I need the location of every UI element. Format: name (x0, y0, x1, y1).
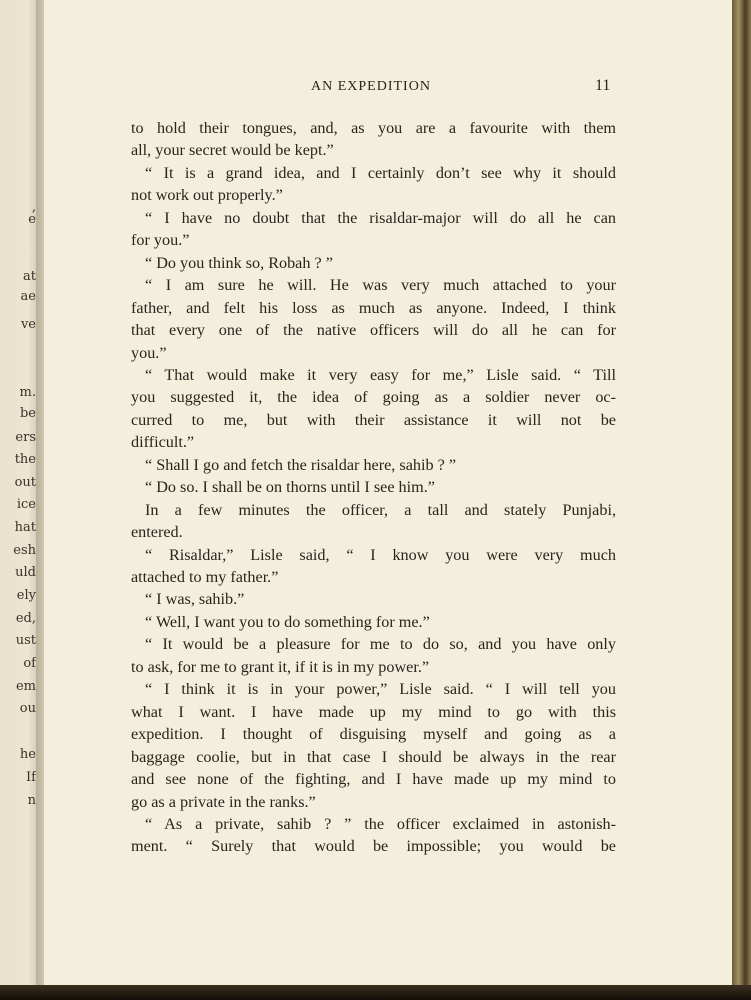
text-line: “ It would be a pleasure for me to do so, and you have only (145, 635, 616, 654)
text-line: “ As a private, sahib ? ” the officer exclaimed in astonish- (145, 814, 616, 833)
left-page-fragment: at (23, 269, 36, 284)
text-line: ment. “ Surely that would be impossible; you would be (131, 837, 616, 856)
text-line: not work out properly.” (131, 186, 283, 205)
page-edge-right (732, 0, 751, 1000)
left-page-fragment: hat (14, 520, 36, 535)
page-edge-bottom (0, 985, 751, 1000)
text-line: difficult.” (131, 433, 195, 452)
text-line: “ Do you think so, Robah ? ” (145, 253, 333, 272)
left-page-fragment: esh (13, 543, 36, 558)
left-page-fragment: out (14, 475, 36, 490)
left-page-fragment: , (31, 200, 36, 215)
text-line: In a few minutes the officer, a tall and stately Punjabi, (145, 500, 616, 519)
left-page-fragment: ely (16, 588, 36, 603)
left-page-fragment: he (19, 747, 36, 762)
text-line: all, your secret would be kept.” (131, 141, 334, 160)
left-page-fragment: ve (20, 317, 36, 332)
text-line: go as a private in the ranks.” (131, 792, 316, 811)
text-line: for you.” (131, 231, 190, 250)
left-page-fragment: ust (15, 633, 36, 648)
page-number: 11 (595, 77, 611, 94)
text-line: “ I think it is in your power,” Lisle said. “ I will tell you (145, 680, 616, 699)
text-line: “ Risaldar,” Lisle said, “ I know you were very much (145, 545, 616, 564)
text-line: entered. (131, 523, 183, 542)
text-line: baggage coolie, but in that case I should be always in the rear (131, 747, 616, 766)
left-page-fragment: ae (20, 289, 36, 304)
text-line: “ I am sure he will. He was very much attached to your (145, 276, 616, 295)
text-line: “ Shall I go and fetch the risaldar here, sahib ? ” (145, 455, 457, 474)
text-line: and see none of the fighting, and I have made up my mind to (131, 770, 616, 789)
text-line: you.” (131, 343, 167, 362)
left-page-fragment: ice (16, 497, 36, 512)
left-page-fragment: m. (19, 385, 36, 400)
left-page-fragment: e (28, 212, 36, 227)
text-line: “ It is a grand idea, and I certainly don’t see why it should (145, 163, 616, 182)
left-page-fragment: ou (19, 701, 36, 716)
text-line: “ I was, sahib.” (145, 590, 245, 609)
text-line: that every one of the native officers will do all he can for (131, 321, 616, 340)
left-page-fragment: n (27, 793, 36, 808)
left-page-fragment: be (19, 406, 36, 421)
left-page-fragment: uld (15, 565, 36, 580)
left-page-fragment: of (23, 656, 36, 671)
text-line: “ That would make it very easy for me,” Lisle said. “ Till (145, 365, 616, 384)
text-line: to hold their tongues, and, as you are a favourite with them (131, 119, 616, 137)
text-line: you suggested it, the idea of going as a soldier never oc- (131, 388, 616, 407)
text-line: “ Do so. I shall be on thorns until I see him.” (145, 478, 435, 497)
left-page-fragment: em (15, 679, 36, 694)
text-line: “ Well, I want you to do something for me.” (145, 612, 430, 631)
running-header: AN EXPEDITION (311, 79, 431, 94)
left-page-fragment: ed, (15, 611, 36, 626)
text-line: what I want. I have made up my mind to go with this (131, 702, 616, 721)
text-line: attached to my father.” (131, 568, 279, 586)
text-line: expedition. I thought of disguising myself and going as a (131, 725, 616, 744)
text-line: curred to me, but with their assistance it will not be (131, 410, 616, 429)
left-page-fragment: ers (15, 430, 36, 445)
text-line: to ask, for me to grant it, if it is in my power.” (131, 657, 430, 676)
left-page-fragment: If (26, 770, 36, 785)
text-line: father, and felt his loss as much as anyone. Indeed, I think (131, 298, 616, 317)
text-line: “ I have no doubt that the risaldar-major will do all he can (145, 208, 616, 227)
left-page-fragment: the (14, 452, 36, 467)
